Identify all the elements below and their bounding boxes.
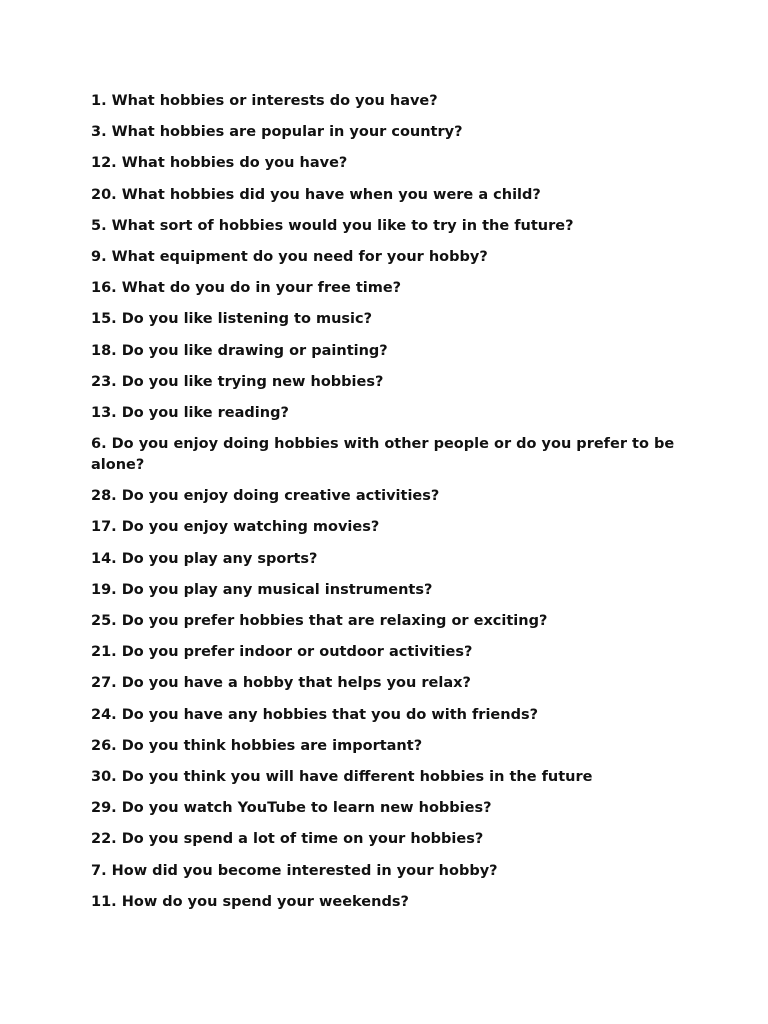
question-item: 15. Do you like listening to music? xyxy=(91,311,373,328)
question-item: 6. Do you enjoy doing hobbies with other people or do you prefer to be alone? xyxy=(91,436,675,474)
question-item: 9. What equipment do you need for your hobby? xyxy=(91,248,488,265)
question-item: 29. Do you watch YouTube to learn new hobbies? xyxy=(91,800,492,817)
question-item: 5. What sort of hobbies would you like to try in the future? xyxy=(91,217,574,234)
question-item: 28. Do you enjoy doing creative activities? xyxy=(91,488,440,505)
question-item: 16. What do you do in your free time? xyxy=(91,280,402,297)
question-item: 13. Do you like reading? xyxy=(91,404,289,421)
question-item: 14. Do you play any sports? xyxy=(91,550,318,567)
question-item: 22. Do you spend a lot of time on your hobbies? xyxy=(91,831,484,848)
question-item: 18. Do you like drawing or painting? xyxy=(91,342,388,359)
question-item: 30. Do you think you will have different hobbies in the future xyxy=(91,768,593,785)
question-item: 24. Do you have any hobbies that you do with friends? xyxy=(91,706,539,723)
question-item: 7. How did you become interested in your hobby? xyxy=(91,862,498,879)
question-item: 25. Do you prefer hobbies that are relaxing or exciting? xyxy=(91,613,548,629)
question-item: 19. Do you play any musical instruments? xyxy=(91,581,433,598)
question-item: 27. Do you have a hobby that helps you relax? xyxy=(91,675,471,692)
question-list xyxy=(91,91,691,923)
question-item: 26. Do you think hobbies are important? xyxy=(91,737,423,754)
question-item: 20. What hobbies did you have when you were a child? xyxy=(91,186,541,203)
question-item: 23. Do you like trying new hobbies? xyxy=(91,373,384,390)
question-item: 21. Do you prefer indoor or outdoor activities? xyxy=(91,644,473,661)
question-item: 1. What hobbies or interests do you have? xyxy=(91,93,438,109)
question-item: 12. What hobbies do you have? xyxy=(91,155,348,172)
question-item: 17. Do you enjoy watching movies? xyxy=(91,519,380,536)
question-item: 11. How do you spend your weekends? xyxy=(91,893,409,910)
question-item: 3. What hobbies are popular in your country? xyxy=(91,124,463,141)
